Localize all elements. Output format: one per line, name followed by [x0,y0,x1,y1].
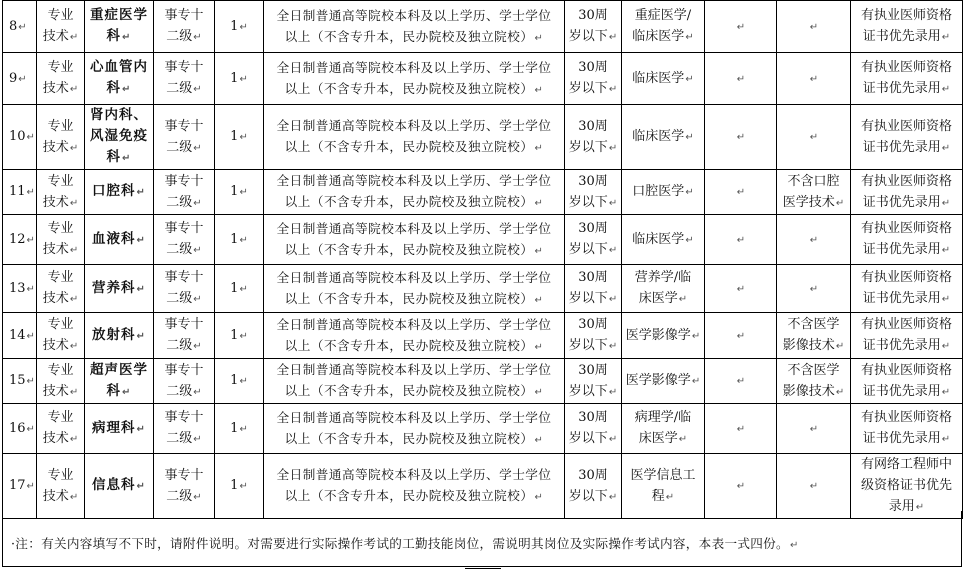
major-cell: 临床医学↵ [622,53,705,105]
position-category-cell: 专业 技术↵ [37,105,85,170]
extra-condition-cell [705,53,777,105]
major-exclusion-cell [777,215,851,265]
major-exclusion-cell: 不含医学 影像技术↵ [777,359,851,404]
paragraph-mark: ↵ [69,491,79,503]
text-cursor-line [465,568,501,569]
paragraph-mark: ↵ [122,84,132,95]
headcount-cell: 1↵ [215,313,264,359]
paragraph-mark: ↵ [941,294,951,305]
department-cell: 血液科↵ [85,215,154,265]
paragraph-mark: ↵ [608,386,618,398]
major-exclusion-cell: 不含口腔 医学技术↵ [777,170,851,215]
row-number-cell: 17↵ [3,454,37,519]
paragraph-mark: ↵ [941,341,951,352]
paragraph-mark: ↵ [69,294,79,305]
paragraph-mark: ↵ [18,73,27,85]
education-requirement-cell: 全日制普通高等院校本科及以上学历、学士学位 以上（不含专升本，民办院校及独立院校）↵ [264,454,565,519]
paragraph-mark: ↵ [122,386,132,398]
education-requirement-cell: 全日制普通高等院校本科及以上学历、学士学位 以上（不含专升本，民办院校及独立院校）↵ [264,359,565,404]
major-exclusion-cell [777,265,851,313]
department-cell: 病理科↵ [85,404,154,454]
paragraph-mark: ↵ [534,387,544,398]
table-row [3,454,963,519]
major-cell: 临床医学↵ [622,105,705,170]
extra-condition-cell [705,215,777,265]
position-category-cell: 专业 技术↵ [37,454,85,519]
major-exclusion-cell [777,404,851,454]
major-exclusion-cell [777,53,851,105]
age-limit-cell: 30周 岁以下↵ [565,265,622,313]
paragraph-mark: ↵ [26,481,35,492]
paragraph-mark: ↵ [26,376,35,387]
department-cell: 超声医学 科↵ [85,359,154,404]
paragraph-mark: ↵ [835,341,845,352]
paragraph-mark: ↵ [685,32,694,43]
row-number-cell: 14↵ [3,313,37,359]
paragraph-mark: ↵ [809,423,819,435]
department-cell: 放射科↵ [85,313,154,359]
major-cell: 临床医学↵ [622,215,705,265]
paragraph-mark: ↵ [534,245,544,257]
paragraph-mark: ↵ [136,423,146,435]
paragraph-mark: ↵ [534,492,544,503]
paragraph-mark: ↵ [122,32,132,43]
remark-cell: 有网络工程师中 级资格证书优先 录用↵ [851,454,963,519]
remark-cell: 有执业医师资格 证书优先录用↵ [851,105,963,170]
paragraph-mark: ↵ [239,376,248,387]
paragraph-mark: ↵ [685,234,694,246]
paragraph-mark: ↵ [69,434,79,445]
paragraph-mark: ↵ [678,434,688,445]
major-cell: 口腔医学↵ [622,170,705,215]
paragraph-mark: ↵ [193,32,202,43]
position-category-cell: 专业 技术↵ [37,215,85,265]
paragraph-mark: ↵ [136,481,146,492]
paragraph-mark: ↵ [941,142,951,154]
paragraph-mark: ↵ [941,434,951,445]
education-requirement-cell: 全日制普通高等院校本科及以上学历、学士学位 以上（不含专升本，民办院校及独立院校）↵ [264,105,565,170]
remark-cell: 有执业医师资格 证书优先录用↵ [851,313,963,359]
position-category-cell: 专业 技术↵ [37,53,85,105]
paragraph-mark: ↵ [239,481,248,492]
paragraph-mark: ↵ [608,142,618,154]
remark-cell: 有执业医师资格 证书优先录用↵ [851,359,963,404]
table-row [3,215,963,265]
paragraph-mark: ↵ [608,434,618,445]
paragraph-mark: ↵ [239,187,248,198]
row-number-cell: 12↵ [3,215,37,265]
position-level-cell: 事专十 二级↵ [154,53,215,105]
remark-cell: 有执业医师资格 证书优先录用↵ [851,265,963,313]
table-row [3,1,963,53]
department-cell: 心血管内 科↵ [85,53,154,105]
education-requirement-cell: 全日制普通高等院校本科及以上学历、学士学位 以上（不含专升本，民办院校及独立院校）↵ [264,265,565,313]
paragraph-mark: ↵ [835,386,845,398]
recruitment-table [2,0,963,519]
table-row [3,170,963,215]
paragraph-mark: ↵ [193,197,202,209]
extra-condition-cell [705,170,777,215]
major-cell: 医学信息工 程↵ [622,454,705,519]
paragraph-mark: ↵ [941,197,951,209]
paragraph-mark: ↵ [69,142,79,154]
paragraph-mark: ↵ [736,376,746,387]
department-cell: 重症医学 科↵ [85,1,154,53]
paragraph-mark: ↵ [239,283,248,295]
table-row [3,404,963,454]
paragraph-mark: ↵ [941,245,951,256]
paragraph-mark: ↵ [736,330,746,342]
row-number-cell: 10↵ [3,105,37,170]
remark-cell: 有执业医师资格 证书优先录用↵ [851,170,963,215]
paragraph-mark: ↵ [685,132,694,143]
row-number-cell: 8↵ [3,1,37,53]
paragraph-mark: ↵ [685,73,694,85]
education-requirement-cell: 全日制普通高等院校本科及以上学历、学士学位 以上（不含专升本，民办院校及独立院校）↵ [264,404,565,454]
major-exclusion-cell [777,105,851,170]
remark-cell: 有执业医师资格 证书优先录用↵ [851,1,963,53]
paragraph-mark: ↵ [136,187,146,198]
paragraph-mark: ↵ [835,197,845,209]
paragraph-mark: ↵ [608,84,618,95]
headcount-cell: 1↵ [215,454,264,519]
paragraph-mark: ↵ [534,434,544,446]
paragraph-mark: ↵ [69,245,79,256]
extra-condition-cell [705,105,777,170]
paragraph-mark: ↵ [691,376,701,387]
major-cell: 医学影像学↵ [622,313,705,359]
position-level-cell: 事专十 二级↵ [154,404,215,454]
paragraph-mark: ↵ [26,187,35,198]
paragraph-mark: ↵ [193,491,202,503]
paragraph-mark: ↵ [534,294,544,306]
major-cell: 营养学/临 床医学↵ [622,265,705,313]
extra-condition-cell [705,454,777,519]
paragraph-mark: ↵ [736,283,746,295]
paragraph-mark: ↵ [809,481,819,492]
paragraph-mark: ↵ [736,132,746,143]
extra-condition-cell [705,265,777,313]
major-exclusion-cell [777,1,851,53]
department-cell: 营养科↵ [85,265,154,313]
row-number-cell: 16↵ [3,404,37,454]
paragraph-mark: ↵ [26,330,35,342]
paragraph-mark: ↵ [193,84,202,95]
position-level-cell: 事专十 二级↵ [154,215,215,265]
position-level-cell: 事专十 二级↵ [154,1,215,53]
table-row [3,53,963,105]
position-level-cell: 事专十 二级↵ [154,170,215,215]
major-cell: 重症医学/ 临床医学↵ [622,1,705,53]
paragraph-mark: ↵ [69,386,79,398]
paragraph-mark: ↵ [69,32,79,43]
remark-cell: 有执业医师资格 证书优先录用↵ [851,404,963,454]
position-category-cell: 专业 技术↵ [37,170,85,215]
paragraph-mark: ↵ [941,386,951,398]
age-limit-cell: 30周 岁以下↵ [565,313,622,359]
paragraph-mark: ↵ [239,21,248,33]
headcount-cell: 1↵ [215,265,264,313]
table-row [3,313,963,359]
paragraph-mark: ↵ [941,84,951,95]
paragraph-mark: ↵ [193,341,202,352]
row-number-cell: 15↵ [3,359,37,404]
table-row [3,265,963,313]
paragraph-mark: ↵ [736,73,746,85]
position-level-cell: 事专十 二级↵ [154,265,215,313]
position-category-cell: 专业 技术↵ [37,1,85,53]
paragraph-mark: ↵ [193,294,202,305]
education-requirement-cell: 全日制普通高等院校本科及以上学历、学士学位 以上（不含专升本，民办院校及独立院校）↵ [264,1,565,53]
position-level-cell: 事专十 二级↵ [154,359,215,404]
row-number-cell: 11↵ [3,170,37,215]
paragraph-mark: ↵ [534,32,544,44]
paragraph-mark: ↵ [534,143,544,154]
headcount-cell: 1↵ [215,1,264,53]
paragraph-mark: ↵ [736,234,746,246]
position-category-cell: 专业 技术↵ [37,404,85,454]
paragraph-mark: ↵ [239,73,248,85]
position-level-cell: 事专十 二级↵ [154,313,215,359]
row-number-cell: 13↵ [3,265,37,313]
row-number-cell: 9↵ [3,53,37,105]
paragraph-mark: ↵ [69,341,79,352]
paragraph-mark: ↵ [608,341,618,352]
table-row [3,105,963,170]
paragraph-mark: ↵ [736,21,746,33]
education-requirement-cell: 全日制普通高等院校本科及以上学历、学士学位 以上（不含专升本，民办院校及独立院校）↵ [264,170,565,215]
position-category-cell: 专业 技术↵ [37,265,85,313]
paragraph-mark: ↵ [26,423,35,435]
age-limit-cell: 30周 岁以下↵ [565,359,622,404]
paragraph-mark: ↵ [239,330,248,342]
department-cell: 肾内科、 风湿免疫 科↵ [85,105,154,170]
headcount-cell: 1↵ [215,215,264,265]
paragraph-mark: ↵ [26,283,35,295]
paragraph-mark: ↵ [608,294,618,305]
headcount-cell: 1↵ [215,53,264,105]
paragraph-mark: ↵ [736,481,746,492]
paragraph-mark: ↵ [534,198,544,209]
paragraph-mark: ↵ [26,234,35,246]
paragraph-mark: ↵ [534,84,544,96]
education-requirement-cell: 全日制普通高等院校本科及以上学历、学士学位 以上（不含专升本，民办院校及独立院校）↵ [264,53,565,105]
age-limit-cell: 30周 岁以下↵ [565,53,622,105]
paragraph-mark: ↵ [534,341,544,353]
paragraph-mark: ↵ [122,153,132,164]
paragraph-mark: ↵ [193,386,202,398]
department-cell: 信息科↵ [85,454,154,519]
paragraph-mark: ↵ [809,73,819,85]
age-limit-cell: 30周 岁以下↵ [565,454,622,519]
major-cell: 病理学/临 床医学↵ [622,404,705,454]
extra-condition-cell [705,359,777,404]
paragraph-mark: ↵ [136,283,146,295]
paragraph-mark: ↵ [26,132,35,143]
paragraph-mark: ↵ [736,423,746,435]
position-category-cell: 专业 技术↵ [37,313,85,359]
age-limit-cell: 30周 岁以下↵ [565,215,622,265]
major-exclusion-cell [777,454,851,519]
position-level-cell: 事专十 二级↵ [154,105,215,170]
paragraph-mark: ↵ [941,32,951,43]
paragraph-mark: ↵ [608,491,618,503]
extra-condition-cell [705,1,777,53]
headcount-cell: 1↵ [215,105,264,170]
paragraph-mark: ↵ [18,21,27,33]
age-limit-cell: 30周 岁以下↵ [565,170,622,215]
paragraph-mark: ↵ [608,245,618,256]
footnote-box [2,511,962,567]
paragraph-mark: ↵ [239,423,248,435]
remark-cell: 有执业医师资格 证书优先录用↵ [851,215,963,265]
remark-cell: 有执业医师资格 证书优先录用↵ [851,53,963,105]
headcount-cell: 1↵ [215,359,264,404]
paragraph-mark: ↵ [193,434,202,445]
paragraph-mark: ↵ [809,283,819,295]
position-level-cell: 事专十 二级↵ [154,454,215,519]
paragraph-mark: ↵ [678,294,688,305]
paragraph-mark: ↵ [665,491,675,503]
paragraph-mark: ↵ [736,187,746,198]
paragraph-mark: ↵ [136,234,146,246]
table-body [3,1,963,519]
paragraph-mark: ↵ [239,132,248,143]
paragraph-mark: ↵ [685,187,694,198]
paragraph-mark: ↵ [915,502,925,513]
paragraph-mark: ↵ [691,330,701,342]
major-cell: 医学影像学↵ [622,359,705,404]
paragraph-mark: ↵ [809,132,819,143]
paragraph-mark: ↵ [239,234,248,246]
paragraph-mark: ↵ [809,21,819,33]
headcount-cell: 1↵ [215,170,264,215]
footnote-text: ·注：有关内容填写不下时，请附件说明。对需要进行实际操作考试的工勤技能岗位，需说明其岗位及实际操作考试内容，本表一式四份。↵ [11,536,799,551]
department-cell: 口腔科↵ [85,170,154,215]
education-requirement-cell: 全日制普通高等院校本科及以上学历、学士学位 以上（不含专升本，民办院校及独立院校）↵ [264,313,565,359]
education-requirement-cell: 全日制普通高等院校本科及以上学历、学士学位 以上（不含专升本，民办院校及独立院校）↵ [264,215,565,265]
paragraph-mark: ↵ [193,142,202,154]
position-category-cell: 专业 技术↵ [37,359,85,404]
age-limit-cell: 30周 岁以下↵ [565,105,622,170]
table-row [3,359,963,404]
age-limit-cell: 30周 岁以下↵ [565,1,622,53]
paragraph-mark: ↵ [136,330,146,342]
headcount-cell: 1↵ [215,404,264,454]
paragraph-mark: ↵ [608,32,618,43]
extra-condition-cell [705,404,777,454]
extra-condition-cell [705,313,777,359]
major-exclusion-cell: 不含医学 影像技术↵ [777,313,851,359]
paragraph-mark: ↵ [69,197,79,209]
paragraph-mark: ↵ [193,245,202,256]
age-limit-cell: 30周 岁以下↵ [565,404,622,454]
paragraph-mark: ↵ [809,234,819,246]
paragraph-mark: ↵ [69,84,79,95]
paragraph-mark: ↵ [608,197,618,209]
